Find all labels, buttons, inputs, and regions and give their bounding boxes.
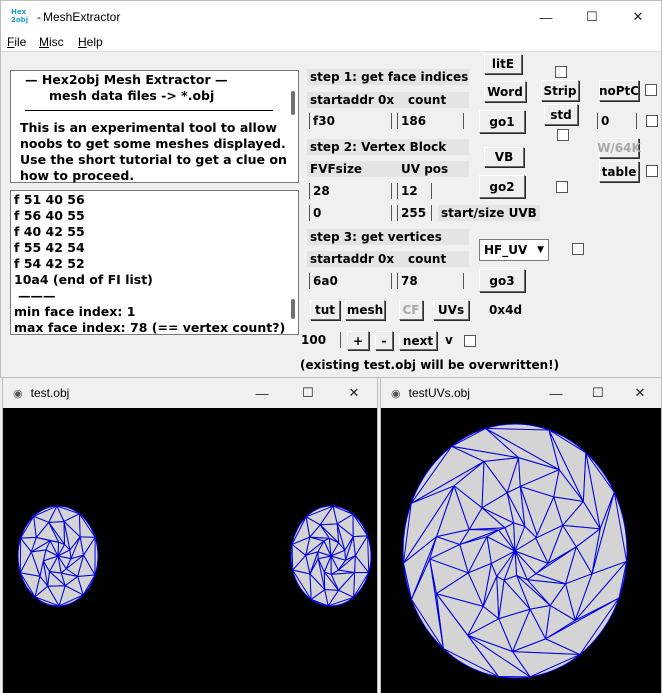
go2-button[interactable]: go2 — [479, 175, 525, 198]
maximize-icon: ☐ — [586, 9, 598, 24]
viewer-window-testuvs-obj — [380, 377, 662, 693]
log-line: min face index: 1 — [14, 304, 136, 319]
mesh-button[interactable]: mesh — [345, 300, 385, 320]
minus-button[interactable]: - — [375, 331, 393, 350]
uvs-button[interactable]: UVs — [433, 300, 469, 320]
startsize-label: start/size UVB — [438, 205, 540, 221]
menu-file[interactable]: File — [7, 35, 27, 49]
main-titlebar[interactable] — [1, 1, 661, 33]
close-button[interactable] — [615, 1, 661, 33]
app-icon: Hex 2obj — [11, 8, 29, 24]
noptc-checkbox[interactable] — [645, 84, 657, 96]
viewer2-minimize-button[interactable] — [535, 378, 577, 408]
viewer-app-icon: ◉ — [391, 387, 401, 400]
viewer1-maximize-button[interactable] — [285, 378, 331, 408]
log-line: 10a4 (end of FI list) — [14, 272, 153, 287]
right-field-checkbox[interactable] — [646, 115, 658, 127]
viewer2-canvas[interactable] — [381, 408, 661, 693]
step-value-field[interactable]: 100 — [299, 332, 341, 349]
table-button[interactable]: table — [599, 161, 639, 182]
overwrite-warning: (existing test.obj will be overwritten!) — [300, 358, 560, 372]
mesh-left — [18, 506, 98, 606]
plus-button[interactable]: + — [347, 331, 369, 350]
info-subtitle: mesh data files -> *.obj — [49, 88, 215, 103]
minimize-icon: — — [539, 9, 553, 25]
log-line: f 40 42 55 — [14, 224, 85, 239]
chevron-down-icon: ▼ — [537, 245, 544, 255]
viewer2-title: testUVs.obj — [408, 386, 470, 400]
close-icon: ✕ — [634, 385, 646, 400]
std-button[interactable]: std — [544, 104, 578, 125]
uvb-start-field[interactable]: 0 — [309, 205, 392, 222]
mesh-uv — [403, 424, 627, 678]
viewer1-close-button[interactable] — [331, 378, 377, 408]
minimize-icon: — — [255, 385, 269, 401]
info-scrollbar[interactable] — [291, 91, 295, 115]
log-lines — [14, 192, 285, 336]
step3-title: step 3: get vertices — [307, 229, 469, 245]
fvfsize-field[interactable]: 28 — [309, 183, 392, 200]
log-scrollbar[interactable] — [291, 299, 295, 319]
menu-misc[interactable]: Misc — [39, 35, 64, 49]
viewer1-canvas[interactable] — [3, 408, 377, 693]
step1-title: step 1: get face indices — [307, 69, 469, 85]
vertex-count-hex: 0x4d — [489, 303, 523, 317]
viewer1-title: test.obj — [30, 386, 70, 400]
noptc-button[interactable]: noPtC — [599, 80, 639, 101]
viewer1-titlebar[interactable] — [3, 378, 377, 408]
minimize-icon: — — [549, 385, 563, 401]
step1-count-field[interactable]: 186 — [397, 113, 464, 130]
table-checkbox[interactable] — [646, 165, 658, 177]
w64k-button[interactable]: W/64K — [599, 138, 639, 158]
log-line: f 54 42 52 — [14, 256, 85, 271]
tut-button[interactable]: tut — [310, 300, 340, 320]
close-icon: ✕ — [632, 9, 644, 24]
mesh-right — [291, 506, 371, 606]
viewer-app-icon: ◉ — [13, 387, 23, 400]
v-checkbox[interactable] — [464, 335, 476, 347]
log-line: ——— — [18, 288, 56, 303]
close-icon: ✕ — [348, 385, 360, 400]
viewer2-close-button[interactable] — [619, 378, 661, 408]
info-divider — [25, 110, 273, 111]
menu-help[interactable]: Help — [78, 35, 103, 49]
info-panel[interactable] — [10, 70, 299, 183]
window-title: MeshExtractor — [43, 10, 121, 24]
go3-button[interactable]: go3 — [479, 269, 525, 292]
word-button[interactable]: Word — [484, 81, 526, 102]
step1-startaddr-field[interactable]: f30 — [309, 113, 392, 130]
log-line: f 51 40 56 — [14, 192, 85, 207]
log-line: max face index: 78 (== vertex count?) — [14, 320, 286, 335]
lite-button[interactable]: litE — [484, 54, 522, 74]
info-text: This is an experimental tool to allow noobs to get some meshes displayed. Use the short tutorial to get a clue on how to proceed. — [20, 120, 287, 183]
right-value-field[interactable]: 0 — [597, 113, 637, 130]
go2-checkbox[interactable] — [556, 181, 568, 193]
info-title: — Hex2obj Mesh Extractor — — [25, 72, 228, 87]
step2-labels: FVFsize UV pos — [307, 161, 469, 177]
minimize-button[interactable] — [523, 1, 569, 33]
step3-labels: startaddr 0x count — [307, 251, 469, 267]
v-label: v — [445, 333, 453, 347]
viewer2-titlebar[interactable] — [381, 378, 661, 408]
cf-button[interactable]: CF — [399, 300, 423, 320]
maximize-icon: ☐ — [302, 385, 314, 400]
go1-button[interactable]: go1 — [479, 110, 525, 133]
viewer2-maximize-button[interactable] — [577, 378, 619, 408]
step3-count-field[interactable]: 78 — [397, 273, 464, 290]
maximize-icon: ☐ — [592, 385, 604, 400]
format-dropdown[interactable]: HF_UV ▼ — [479, 239, 549, 261]
uvb-size-field[interactable]: 255 — [397, 205, 432, 222]
menu-bar — [1, 33, 661, 52]
dropdown-checkbox[interactable] — [572, 243, 584, 255]
strip-button[interactable]: Strip — [541, 80, 579, 101]
uvpos-field[interactable]: 12 — [397, 183, 432, 200]
viewer-window-test-obj — [2, 377, 378, 693]
step3-startaddr-field[interactable]: 6a0 — [309, 273, 392, 290]
log-panel[interactable] — [10, 190, 299, 335]
window-title-prefix: - — [37, 10, 41, 24]
log-line: f 56 40 55 — [14, 208, 85, 223]
std-checkbox[interactable] — [557, 129, 569, 141]
vb-button[interactable]: VB — [484, 147, 524, 167]
next-button[interactable]: next — [399, 331, 437, 350]
strip-checkbox[interactable] — [555, 66, 567, 78]
maximize-button[interactable] — [569, 1, 615, 33]
step2-title: step 2: Vertex Block — [307, 139, 469, 155]
log-line: f 55 42 54 — [14, 240, 85, 255]
viewer1-minimize-button[interactable] — [239, 378, 285, 408]
step1-labels: startaddr 0x count — [307, 92, 469, 108]
